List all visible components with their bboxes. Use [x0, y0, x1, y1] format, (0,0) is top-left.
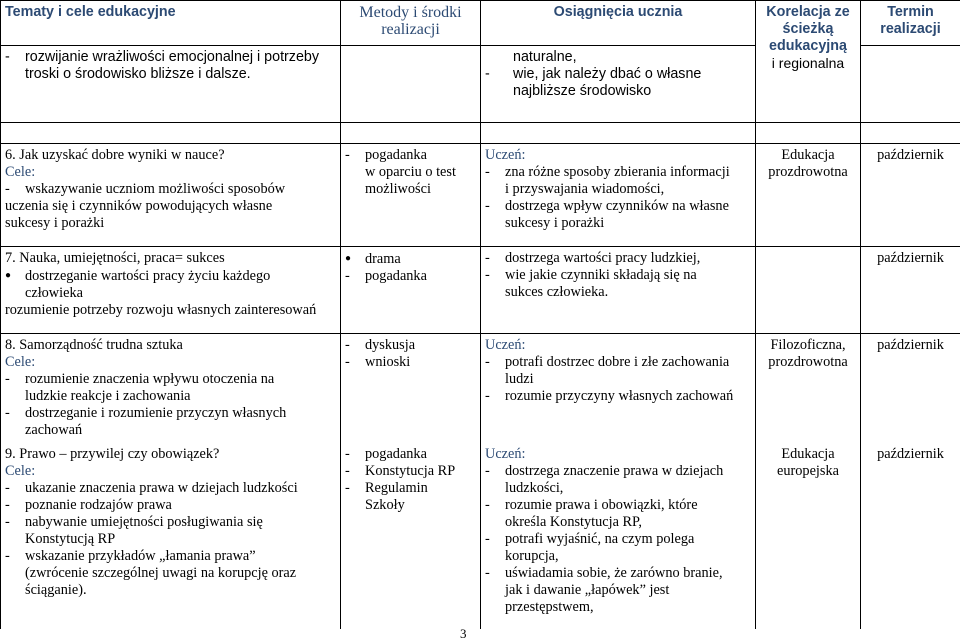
row6-achievements-cell: Uczeń: - zna różne sposoby zbierania informacji i przyswajania wiadomości, - dostrzega wpływ czynników na własne sukcesy i porażki: [481, 144, 756, 247]
row9-correlation-cell: Edukacja europejska: [756, 443, 861, 629]
top-achievements-cell: naturalne, - wie, jak należy dbać o własne najbliższe środowisko: [481, 46, 756, 123]
bullet-icon: ●: [345, 253, 352, 264]
row6-topic-cell: 6. Jak uzyskać dobre wyniki w nauce? Cele: - wskazywanie uczniom możliwości sposobów uczenia się i czynników powodujących własne sukcesy i porażki: [1, 144, 341, 247]
table-row-8: [1, 334, 960, 444]
header-methods: Metody i środki realizacji: [341, 1, 481, 46]
header-achievements: Osiągnięcia ucznia: [481, 1, 756, 46]
top-goals-cell: - rozwijanie wrażliwości emocjonalnej i potrzeby troski o środowisko bliższe i dalsze.: [1, 46, 341, 123]
row6-methods-cell: - pogadanka w oparciu o test możliwości: [341, 144, 481, 247]
top-term-cell: [861, 46, 960, 123]
table-header: [1, 1, 960, 46]
row7-achievements-cell: - dostrzega wartości pracy ludzkiej, - wie jakie czynniki składają się na sukces człowieka.: [481, 247, 756, 334]
header-term: Termin realizacji: [861, 1, 960, 46]
table-row-7: [1, 247, 960, 334]
page-number: 3: [460, 626, 467, 641]
row6-correlation-cell: Edukacja prozdrowotna: [756, 144, 861, 247]
table-row-9: [1, 443, 960, 629]
row8-topic-cell: 8. Samorządność trudna sztuka Cele: - rozumienie znaczenia wpływu otoczenia na ludzkie reakcje i zachowania - dostrzeganie i rozumienie przyczyn własnych zachowań: [1, 334, 341, 444]
row8-methods-cell: - dyskusja - wnioski: [341, 334, 481, 444]
row-gap: [1, 123, 960, 144]
header-correlation: Korelacja ze ścieżką edukacyjną i regionalna: [756, 1, 861, 123]
row9-achievements-cell: Uczeń: - dostrzega znaczenie prawa w dziejach ludzkości, - rozumie prawa i obowiązki, które określa Konstytucja RP, - potrafi wyjaśnić, na czym polega korupcja, - uświadamia sobie, że zarówno branie, jak i dawanie „łapówek” jest przestępstwem,: [481, 443, 756, 629]
bullet-icon: ●: [5, 270, 12, 281]
row7-methods-cell: ● drama - pogadanka: [341, 247, 481, 334]
row9-topic-cell: 9. Prawo – przywilej czy obowiązek? Cele: - ukazanie znaczenia prawa w dziejach ludzkości - poznanie rodzajów prawa - nabywanie umiejętności posługiwania się Konstytucją RP - wskazanie przykładów „łamania prawa” (zwrócenie szczególnej uwagi na korupcję oraz ściąganie).: [1, 443, 341, 629]
row8-achievements-cell: Uczeń: - potrafi dostrzec dobre i złe zachowania ludzi - rozumie przyczyny własnych zachowań: [481, 334, 756, 444]
row8-term-cell: październik: [861, 334, 960, 444]
row7-topic-cell: 7. Nauka, umiejętności, praca= sukces ● dostrzeganie wartości pracy życiu każdego człowieka rozumienie potrzeby rozwoju własnych zainteresowań: [1, 247, 341, 334]
table-row-6: [1, 144, 960, 247]
row6-term-cell: październik: [861, 144, 960, 247]
row9-methods-cell: - pogadanka - Konstytucja RP - Regulamin Szkoły: [341, 443, 481, 629]
row7-term-cell: październik: [861, 247, 960, 334]
row9-term-cell: październik: [861, 443, 960, 629]
header-topics: Tematy i cele edukacyjne: [1, 1, 341, 46]
row8-correlation-cell: Filozoficzna, prozdrowotna: [756, 334, 861, 444]
top-methods-cell: [341, 46, 481, 123]
row7-correlation-cell: [756, 247, 861, 334]
